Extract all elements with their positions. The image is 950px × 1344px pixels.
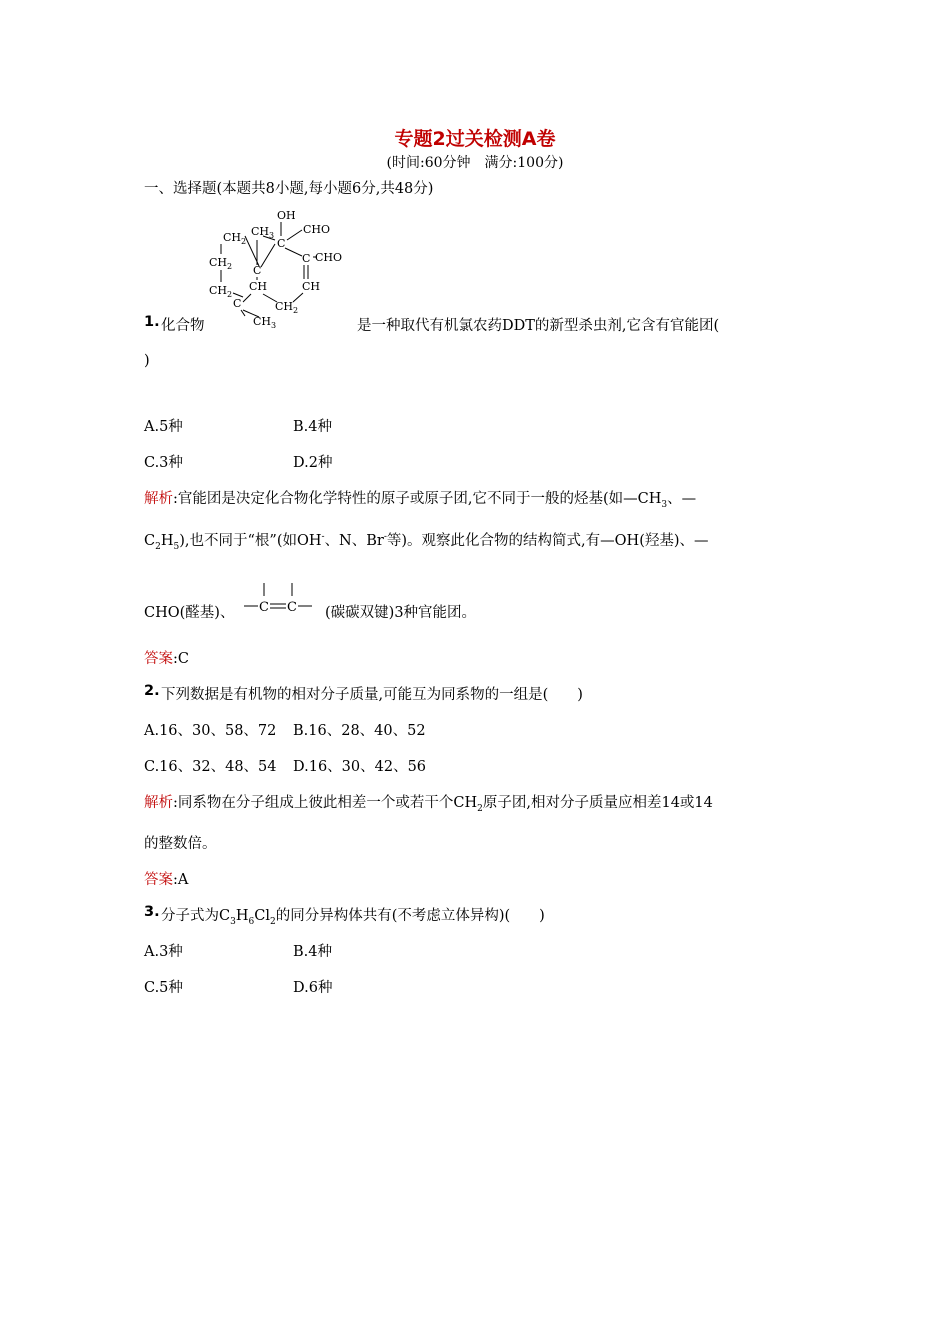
c-atom-2: C [302, 252, 311, 265]
oh-label: OH [277, 209, 296, 222]
cho-label-2: CHO [315, 251, 343, 264]
q3-option-c: C.5种 [144, 980, 183, 996]
q1-analysis-line3a: CHO(醛基)、 [144, 605, 235, 621]
q1-analysis-line2: $C_2H_5$),也不同于“根”(如OH-、N、Br-等)。观察此化合物的结构简式,有—OH(羟基)、— [144, 532, 709, 552]
structural-formula [205, 204, 365, 332]
q2-stem: 下列数据是有机物的相对分子质量,可能互为同系物的一组是( ) [161, 687, 583, 703]
q1-stem: 是一种取代有机氯农药DDT的新型杀虫剂,它含有官能团( [357, 318, 720, 334]
q1-stem-end: ) [144, 353, 150, 369]
q2-answer: 答案:A [144, 872, 189, 888]
q1-stem-start: 化合物 [161, 318, 205, 334]
q3-option-a: A.3种 [144, 944, 183, 960]
q3-option-b: B.4种 [293, 944, 332, 960]
svg-text:CH3: $CH_3$ [251, 225, 275, 240]
q1-answer: 答案:C [144, 651, 189, 667]
q1-option-a: A.5种 [144, 419, 183, 435]
q2-analysis-line2: 的整数倍。 [144, 836, 217, 852]
svg-text:CH2: $CH_2$ [209, 256, 233, 271]
carbon-double-bond [242, 580, 320, 620]
q1-analysis-line1: 解析:官能团是决定化合物化学特性的原子或原子团,它不同于一般的烃基(如$—CH_3$、— [144, 491, 697, 510]
section-heading: 一、选择题(本题共8小题,每小题6分,共48分) [144, 181, 434, 197]
analysis-label: 解析 [144, 491, 173, 507]
svg-text:CH2: $CH_2$ [275, 300, 299, 315]
bond-c-right: C [287, 600, 297, 615]
q3-number: 3. [144, 904, 160, 920]
svg-text:CH2: $CH_2$ [223, 231, 247, 246]
q1-analysis-line3b: (碳碳双键)3种官能团。 [325, 605, 477, 621]
q1-option-c: C.3种 [144, 455, 183, 471]
q1-number: 1. [144, 314, 160, 330]
ch-atom-2: CH [302, 280, 321, 293]
c-atom-3: C [253, 264, 262, 277]
q2-option-b: B.16、28、40、52 [293, 723, 426, 739]
q3-stem: 分子式为$C_3H_6Cl_2$的同分异构体共有(不考虑立体异构)( ) [161, 908, 545, 927]
q2-option-c: C.16、32、48、54 [144, 759, 277, 775]
bond-c-left: C [259, 600, 269, 615]
svg-text:CH2: $CH_2$ [209, 284, 233, 299]
ch-atom-1: CH [249, 280, 268, 293]
svg-text:CH3: $CH_3$ [253, 315, 277, 330]
c-atom-1: C [277, 237, 286, 250]
q1-option-b: B.4种 [293, 419, 332, 435]
q2-option-a: A.16、30、58、72 [144, 723, 277, 739]
cho-label-1: CHO [303, 223, 331, 236]
q2-number: 2. [144, 683, 160, 699]
q2-option-d: D.16、30、42、56 [293, 759, 427, 775]
q1-option-d: D.2种 [293, 455, 333, 471]
c-atom-4: C [233, 297, 242, 310]
page-subtitle: (时间:60分钟 满分:100分) [386, 155, 564, 171]
q3-option-d: D.6种 [293, 980, 333, 996]
page-title: 专题2过关检测A卷 [394, 128, 556, 150]
q2-analysis-line1: 解析:同系物在分子组成上彼此相差一个或若干个$CH_2$原子团,相对分子质量应相差14或14 [144, 795, 713, 814]
